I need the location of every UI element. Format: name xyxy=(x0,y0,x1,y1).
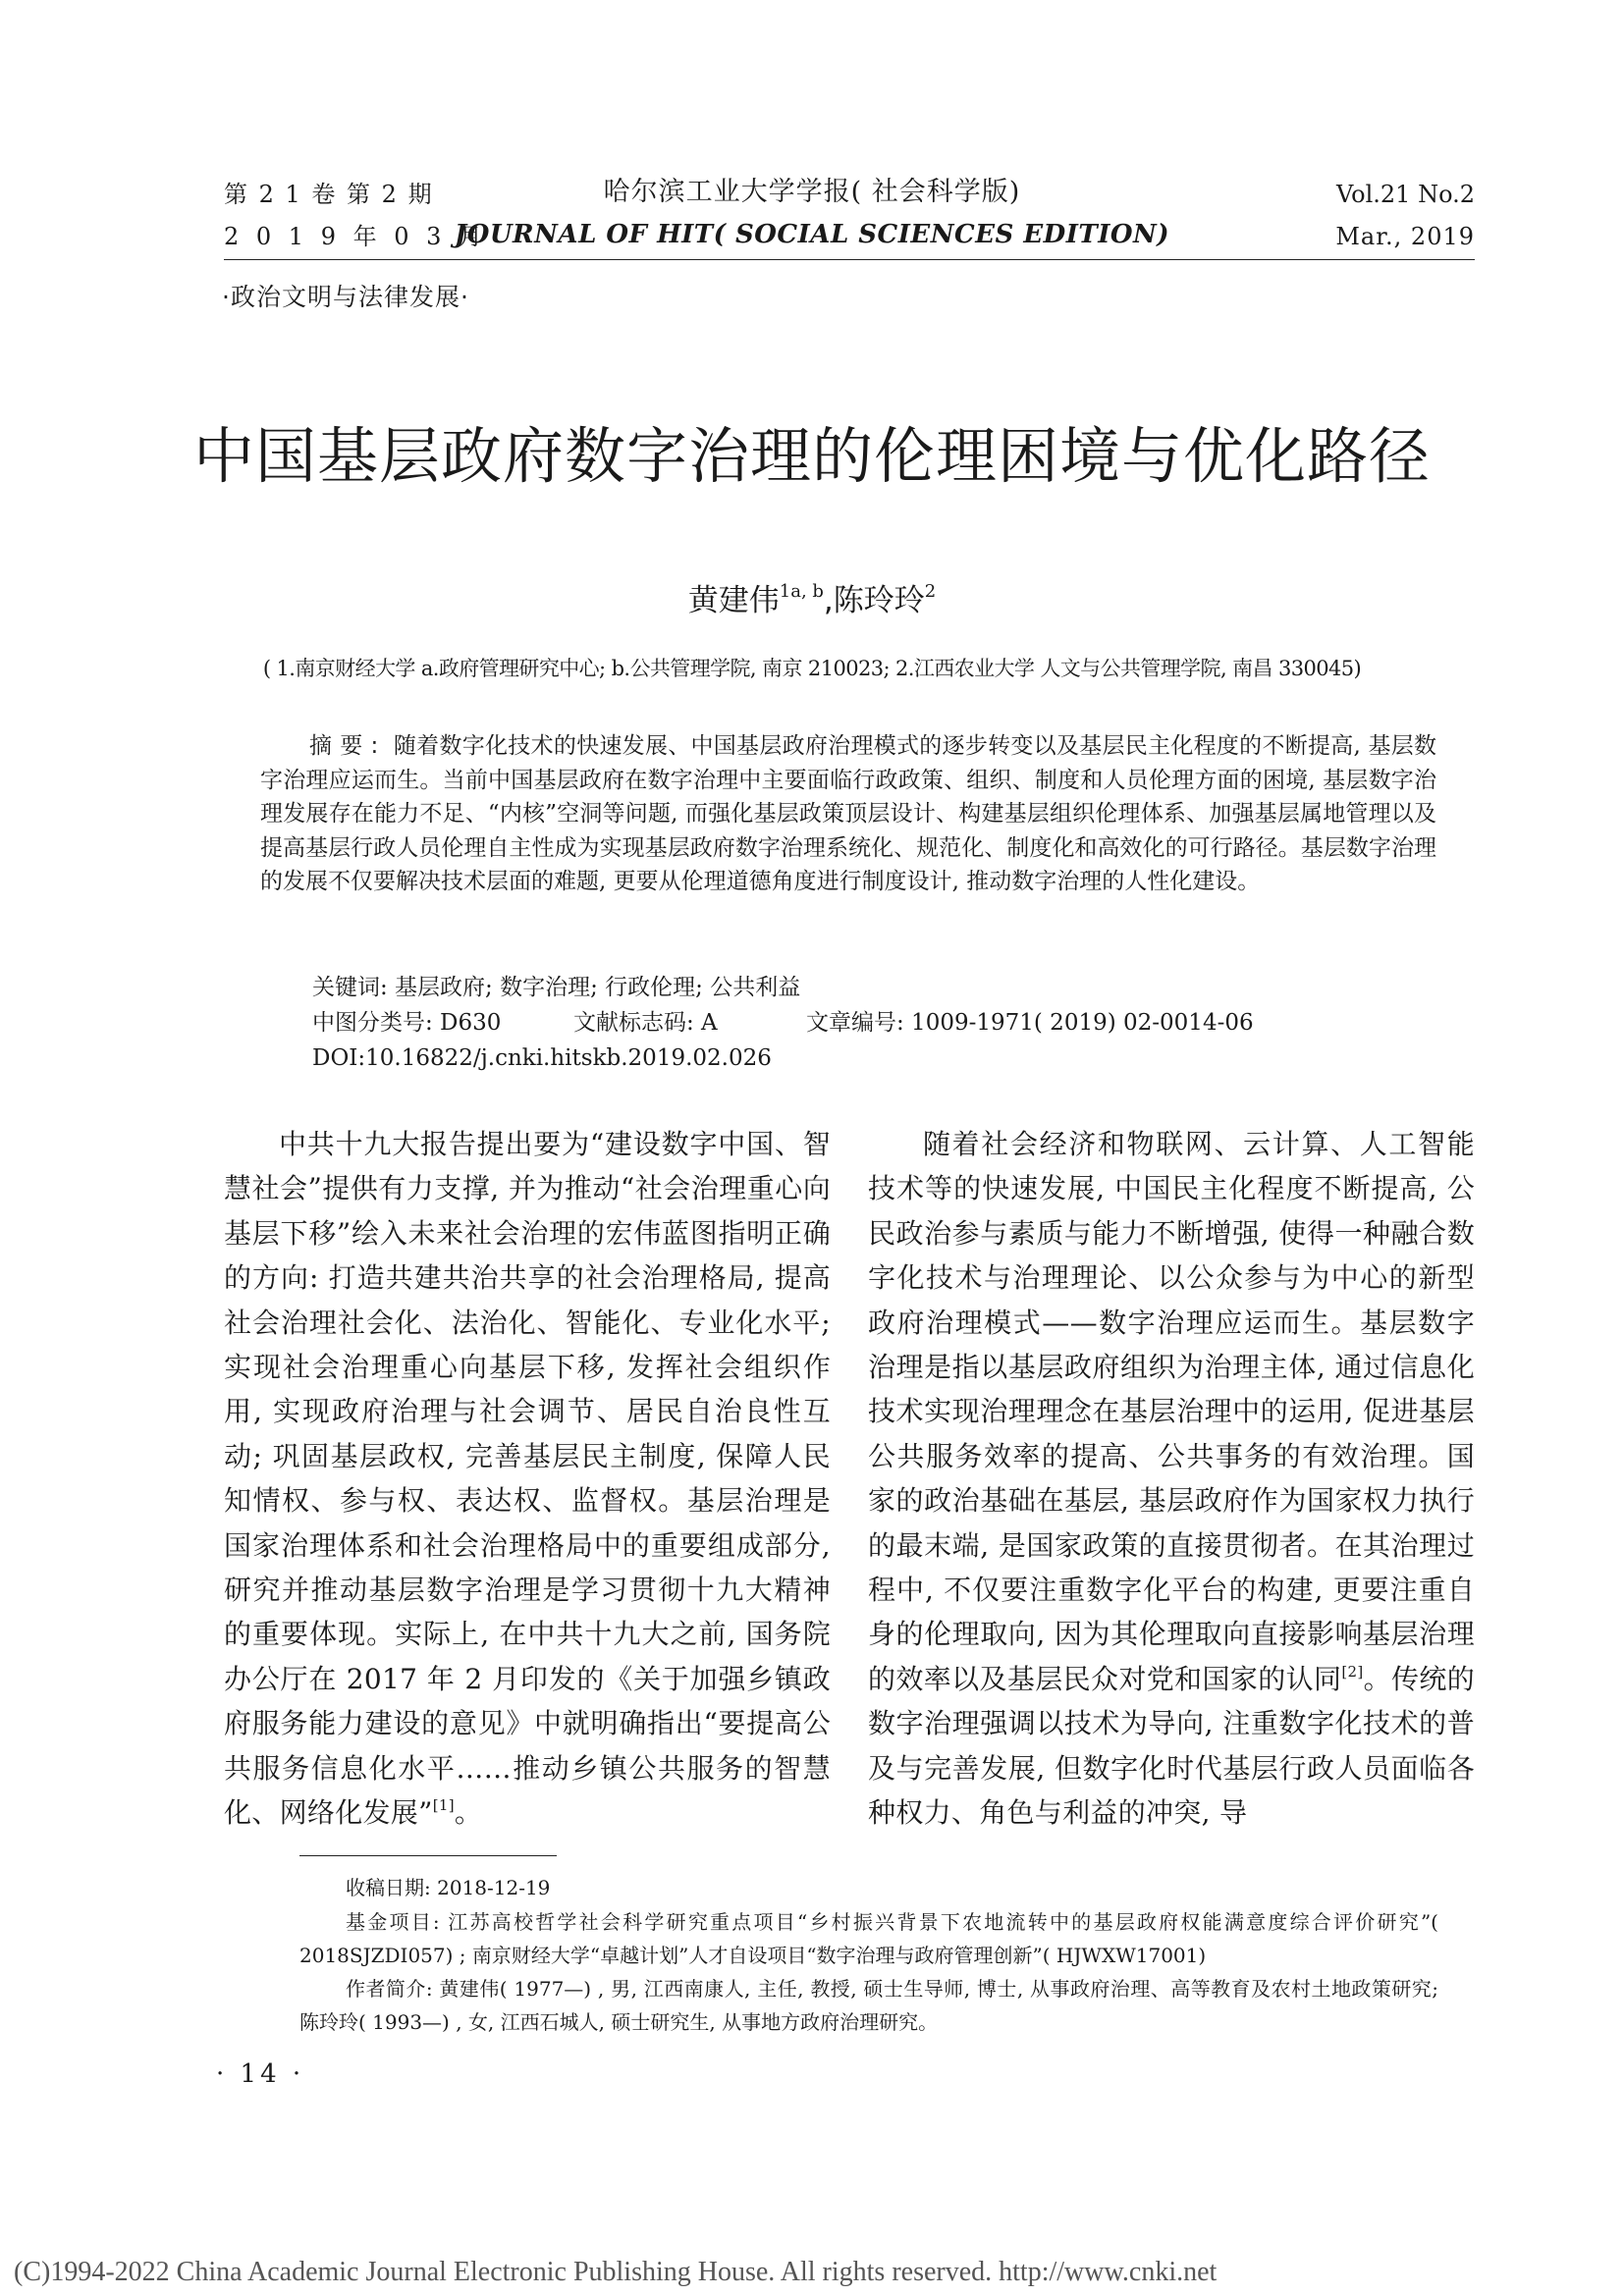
body-text: 。 xyxy=(454,1796,483,1830)
doi: DOI:10.16822/j.cnki.hitskb.2019.02.026 xyxy=(312,1045,772,1071)
body-text: 中共十九大报告提出要为“建设数字中国、智慧社会”提供有力支撑, 并为推动“社会治理重心向基层下移”绘入未来社会治理的宏伟蓝图指明正确的方向: 打造共建共治共享的社会治理格局, 提高社会治理社会化、法治化、智能化、专业化水平; 实现社会治理重心向基层下移, 发挥社会组织作用, 实现政府治理与社会调节、居民自治良性互动; 巩固基层政权, 完善基层民主制度, 保障人民知情权、参与权、表达权、监督权。基层治理是国家治理体系和社会治理格局中的重要组成部分, 研究并推动基层数字治理是学习贯彻十九大精神的重要体现。实际上, 在中共十九大之前, 国务院办公厅在 2017 年 2 月印发的《关于加强乡镇政府服务能力建设的意见》中就明确指出“要提高公共服务信息化水平……推动乡镇公共服务的智慧化、网络化发展” xyxy=(224,1128,831,1830)
header-volume-cn: 第 2 1 卷 第 2 期 xyxy=(224,181,434,208)
abstract-label: 摘要: xyxy=(309,733,387,759)
header-rule xyxy=(224,259,1475,260)
body-text: 随着社会经济和物联网、云计算、人工智能技术等的快速发展, 中国民主化程度不断提高, 公民政治参与素质与能力不断增强, 使得一种融合数字化技术与治理理论、以公众参与为中心的新型政府治理模式——数字治理应运而生。基层数字治理是指以基层政府组织为治理主体, 通过信息化技术实现治理理念在基层治理中的运用, 促进基层公共服务效率的提高、公共事务的有效治理。国家的政治基础在基层, 基层政府作为国家权力执行的最末端, 是国家政策的直接贯彻者。在其治理过程中, 不仅要注重数字化平台的构建, 更要注重自身的伦理取向, 因为其伦理取向直接影响基层治理的效率以及基层民众对党和国家的认同 xyxy=(868,1128,1475,1695)
citation-ref[interactable]: [1] xyxy=(432,1796,455,1815)
body-text: 。传统的数字治理强调以技术为导向, 注重数字化技术的普及与完善发展, 但数字化时代基层行政人员面临各种权力、角色与利益的冲突, 导 xyxy=(868,1662,1475,1830)
header-journal-en: JOURNAL OF HIT( SOCIAL SCIENCES EDITION) xyxy=(454,220,1170,249)
footnote-rule xyxy=(299,1855,557,1856)
author-1: 黄建伟 xyxy=(687,583,780,618)
article-number: 文章编号: 1009-1971( 2019) 02-0014-06 xyxy=(806,1010,1254,1036)
clc-number: 中图分类号: D630 xyxy=(312,1010,502,1036)
footnote-funding xyxy=(299,1905,1438,1972)
abstract-text: 随着数字化技术的快速发展、中国基层政府治理模式的逐步转变以及基层民主化程度的不断提高, 基层数字治理应运而生。当前中国基层政府在数字治理中主要面临行政政策、组织、制度和人员伦理方面的困境, 基层数字治理发展存在能力不足、“内核”空洞等问题, 而强化基层政策顶层设计、构建基层组织伦理体系、加强基层属地管理以及提高基层行政人员伦理自主性成为实现基层政府数字治理系统化、规范化、制度化和高效化的可行路径。基层数字治理的发展不仅要解决技术层面的难题, 更要从伦理道德角度进行制度设计, 推动数字治理的人性化建设。 xyxy=(260,733,1437,894)
footnote-author-info xyxy=(299,1972,1438,2039)
affiliation: ( 1.南京财经大学 a.政府管理研究中心; b.公共管理学院, 南京 210023; 2.江西农业大学 人文与公共管理学院, 南昌 330045) xyxy=(262,657,1362,680)
funding-text: 基金项目: 江苏高校哲学社会科学研究重点项目“乡村振兴背景下农地流转中的基层政府权能满意度综合评价研究”( 2018SJZDI057) ; 南京财经大学“卓越计划”人才自设项目“数字治理与政府管理创新”( HJWXW17001) xyxy=(299,1910,1438,1967)
column-label: ·政治文明与法律发展· xyxy=(222,283,469,311)
article-title: 中国基层政府数字治理的伦理困境与优化路径 xyxy=(192,420,1431,492)
copyright-notice: (C)1994-2022 China Academic Journal Electronic Publishing House. All rights reserved. http://www.cnki.net xyxy=(14,2257,1218,2287)
author-2-affil: 2 xyxy=(924,581,937,602)
citation-ref[interactable]: [2] xyxy=(1341,1662,1364,1681)
header-date-cn: 2 0 1 9 年 0 3 月 xyxy=(224,223,488,250)
author-1-affil: 1a, b xyxy=(779,581,824,602)
body-paragraph xyxy=(224,1122,831,1836)
body-column-right xyxy=(868,1122,1475,1836)
author-2: 陈玲玲 xyxy=(833,583,925,618)
keywords: 关键词: 基层政府; 数字治理; 行政伦理; 公共利益 xyxy=(312,975,801,1000)
header-date-en: Mar., 2019 xyxy=(1335,223,1475,250)
authors xyxy=(0,581,1624,620)
footnote-received-date: 收稿日期: 2018-12-19 xyxy=(346,1876,551,1899)
page-number: · 14 · xyxy=(216,2059,305,2089)
body-column-left xyxy=(224,1122,831,1836)
abstract xyxy=(260,729,1436,899)
classification-line xyxy=(312,1006,1254,1040)
document-code: 文献标志码: A xyxy=(573,1010,718,1036)
header-journal-cn: 哈尔滨工业大学学报( 社会科学版) xyxy=(603,177,1021,207)
body-paragraph xyxy=(868,1122,1475,1836)
author-info-text: 作者简介: 黄建伟( 1977—) , 男, 江西南康人, 主任, 教授, 硕士生导师, 博士, 从事政府治理、高等教育及农村土地政策研究; 陈玲玲( 1993—) , 女, 江西石城人, 硕士研究生, 从事地方政府治理研究。 xyxy=(299,1977,1438,2034)
author-separator: , xyxy=(823,583,834,618)
header-volume-en: Vol.21 No.2 xyxy=(1336,181,1475,208)
